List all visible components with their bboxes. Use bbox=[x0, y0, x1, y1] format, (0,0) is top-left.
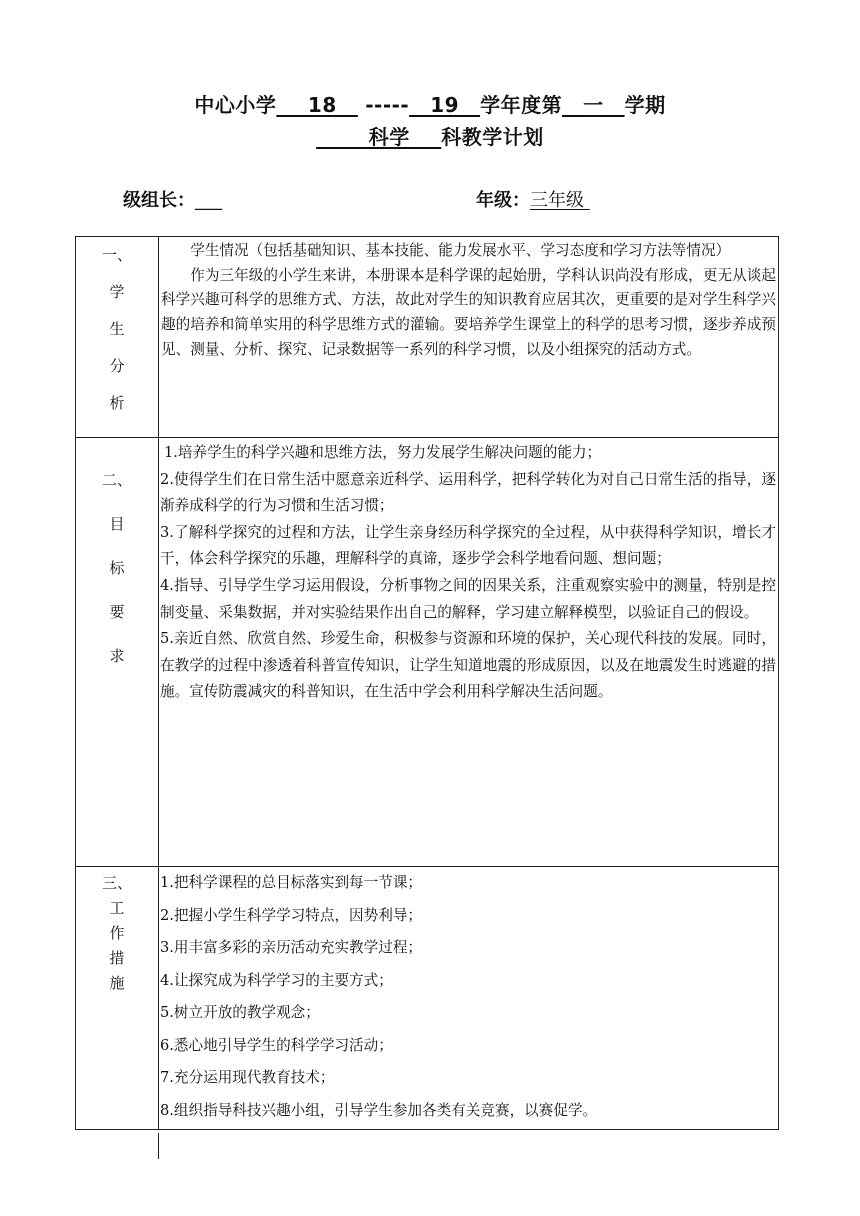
plan-title-text: 科教学计划 bbox=[441, 125, 544, 149]
section-label-char: 标 bbox=[109, 559, 125, 577]
section-label-char: 目 bbox=[109, 515, 125, 533]
section-label-char: 分 bbox=[109, 357, 125, 375]
section-label-char: 学 bbox=[109, 283, 125, 301]
measure-item: 7.充分运用现代教育技术； bbox=[160, 1069, 335, 1086]
section-label-char: 析 bbox=[109, 394, 125, 412]
grade-value: 三年级 bbox=[530, 190, 590, 211]
school-name: 中心小学 bbox=[194, 93, 277, 117]
student-situation-heading: 学生情况（包括基础知识、基本技能、能力发展水平、学习态度和学习方法等情况） bbox=[190, 242, 731, 259]
section-label-char: 措 bbox=[109, 949, 125, 967]
section-label bbox=[76, 237, 159, 438]
section-work-measures bbox=[76, 867, 779, 1130]
goal-item: 4.指导、引导学生学习运用假设，分析事物之间的因果关系，注重观察实验中的测量，特别是控制变量、采集数据，并对实验结果作出自己的解释，学习建立解释模型，以验证自己的假设。 bbox=[160, 576, 776, 621]
grade bbox=[476, 186, 590, 212]
start-year: ___18__ bbox=[276, 93, 358, 117]
table-divider-tail bbox=[158, 1133, 159, 1159]
section-content bbox=[159, 438, 779, 867]
section-goals bbox=[76, 438, 779, 867]
section-label-char: 二、 bbox=[101, 471, 132, 489]
group-leader-value: ___ bbox=[195, 190, 222, 211]
measure-item: 8.组织指导科技兴趣小组，引导学生参加各类有关竞赛，以赛促学。 bbox=[160, 1101, 598, 1119]
end-year: __19__ bbox=[409, 93, 481, 117]
section-label bbox=[76, 867, 159, 1130]
section-label-char: 求 bbox=[109, 647, 125, 665]
section-label bbox=[76, 438, 159, 867]
measure-item: 6.悉心地引导学生的科学学习活动； bbox=[160, 1036, 393, 1054]
document-title-line-1 bbox=[0, 89, 860, 118]
year-separator: ----- bbox=[357, 93, 410, 117]
section-student-analysis bbox=[76, 237, 779, 438]
section-label-char: 工 bbox=[109, 899, 125, 917]
plan-table bbox=[75, 236, 779, 1130]
goal-item: 3.了解科学探究的过程和方法，让学生亲身经历科学探究的全过程，从中获得科学知识，增长才干，体会科学探究的乐趣，理解科学的真谛，逐步学会科学地看问题、想问题； bbox=[160, 523, 776, 568]
student-analysis-body: 作为三年级的小学生来讲，本册课本是科学课的起始册，学科认识尚没有形成，更无从谈起科学兴趣可科学的思维方式、方法，故此对学生的知识教育应居其次，更重要的是对学生科学兴趣的培养和简单实用的科学思维方式的灌输。要培养学生课堂上的科学的思考习惯，逐步养成预见、测量、分析、探究、记录数据等一系列的科学习惯，以及小组探究的活动方式。 bbox=[161, 266, 776, 358]
goal-item: 2.使得学生们在日常生活中愿意亲近科学、运用科学，把科学转化为对自己日常生活的指导，逐渐养成科学的行为习惯和生活习惯； bbox=[160, 470, 776, 515]
section-label-char: 三、 bbox=[101, 874, 132, 892]
group-leader-label: 级组长： bbox=[123, 190, 195, 211]
school-year-text: 学年度第 bbox=[480, 93, 563, 117]
section-label-char: 一、 bbox=[101, 246, 132, 264]
semester-text: 学期 bbox=[624, 93, 666, 117]
goal-item: 5.亲近自然、欣赏自然、珍爱生命，积极参与资源和环境的保护，关心现代科技的发展。同时，在教学的过程中渗透着科普宣传知识，让学生知道地震的形成原因，以及在地震发生时逃避的措施。宣传防震减灾的科普知识，在生活中学会利用科学解决生活问题。 bbox=[160, 630, 776, 701]
goal-item: 1.培养学生的科学兴趣和思维方法，努力发展学生解决问题的能力； bbox=[164, 444, 602, 461]
grade-label: 年级： bbox=[476, 190, 530, 211]
measure-item: 3.用丰富多彩的亲历活动充实教学过程； bbox=[160, 939, 423, 956]
measure-item: 2.把握小学生科学学习特点，因势利导； bbox=[160, 906, 423, 924]
measure-item: 5.树立开放的教学观念； bbox=[160, 1004, 320, 1021]
semester-number: __一__ bbox=[562, 93, 625, 117]
section-label-char: 生 bbox=[109, 320, 125, 338]
document-title-line-2 bbox=[0, 121, 860, 150]
section-content bbox=[159, 867, 779, 1130]
section-label-char: 作 bbox=[109, 924, 125, 942]
measure-item: 4.让探究成为科学学习的主要方式； bbox=[160, 971, 393, 989]
section-content bbox=[159, 237, 779, 438]
section-label-char: 要 bbox=[109, 603, 125, 621]
measure-item: 1.把科学课程的总目标落实到每一节课； bbox=[160, 874, 423, 891]
group-leader bbox=[123, 186, 222, 212]
section-label-char: 施 bbox=[109, 974, 125, 992]
subject-name: _____科学___ bbox=[316, 125, 442, 149]
